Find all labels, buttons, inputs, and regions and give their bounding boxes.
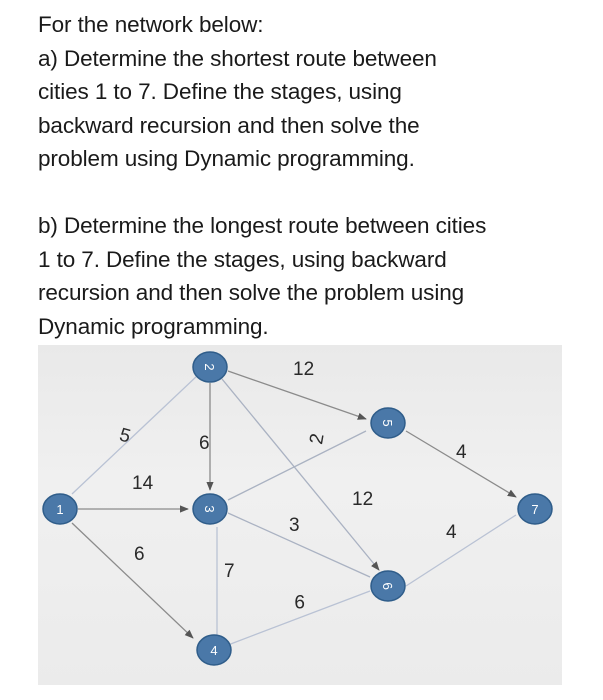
node-2-label: 2 bbox=[202, 363, 217, 371]
part-a-line-3: backward recursion and then solve the bbox=[38, 112, 420, 138]
edge-weights bbox=[117, 359, 467, 611]
node-2 bbox=[193, 352, 227, 382]
weight-5-7: 4 bbox=[456, 442, 467, 463]
part-a-line-2: cities 1 to 7. Define the stages, using bbox=[38, 79, 402, 105]
node-1-label: 1 bbox=[56, 502, 64, 517]
node-6 bbox=[371, 571, 405, 601]
node-7 bbox=[518, 494, 552, 524]
edge-1-4 bbox=[72, 523, 193, 638]
part-b-line-4: Dynamic programming. bbox=[38, 313, 269, 339]
part-b-line-1: b) Determine the longest route between cities bbox=[38, 212, 487, 238]
weight-2-6: 3 bbox=[289, 515, 300, 536]
edges bbox=[72, 371, 516, 645]
node-7-label: 7 bbox=[531, 502, 539, 517]
part-b-line-2: 1 to 7. Define the stages, using backward bbox=[38, 246, 447, 272]
edge-2-6 bbox=[222, 379, 379, 570]
weight-2-5: 12 bbox=[293, 359, 315, 380]
node-5 bbox=[371, 408, 405, 438]
node-1 bbox=[43, 494, 77, 524]
weight-6-7: 4 bbox=[446, 522, 457, 543]
node-3 bbox=[193, 494, 227, 524]
node-4-label: 4 bbox=[210, 643, 218, 658]
weight-1-3: 14 bbox=[132, 473, 154, 494]
weight-1-4: 6 bbox=[134, 544, 145, 565]
node-5-label: 5 bbox=[380, 419, 395, 427]
network-diagram bbox=[38, 345, 562, 685]
node-4 bbox=[197, 635, 231, 665]
intro-line: For the network below: bbox=[38, 12, 264, 37]
weight-1-2: 5 bbox=[117, 424, 133, 448]
question-text bbox=[38, 8, 598, 343]
weight-3-4: 7 bbox=[224, 561, 235, 582]
paragraph-gap bbox=[38, 176, 598, 209]
part-a-line-1: a) Determine the shortest route between bbox=[38, 45, 437, 71]
network-figure bbox=[38, 345, 562, 685]
weight-4-6: 9 bbox=[294, 590, 305, 611]
weight-2-3: 6 bbox=[199, 433, 210, 454]
edge-6-7 bbox=[406, 515, 516, 586]
weight-3-6: 12 bbox=[352, 489, 374, 510]
edge-3-5 bbox=[228, 431, 366, 500]
part-b-line-3: recursion and then solve the problem using bbox=[38, 280, 465, 306]
node-3-label: 3 bbox=[202, 505, 217, 513]
node-6-label: 6 bbox=[379, 581, 396, 591]
edge-5-7 bbox=[406, 431, 516, 497]
weight-3-5: 2 bbox=[306, 431, 329, 446]
part-a-line-4: problem using Dynamic programming. bbox=[38, 146, 415, 172]
